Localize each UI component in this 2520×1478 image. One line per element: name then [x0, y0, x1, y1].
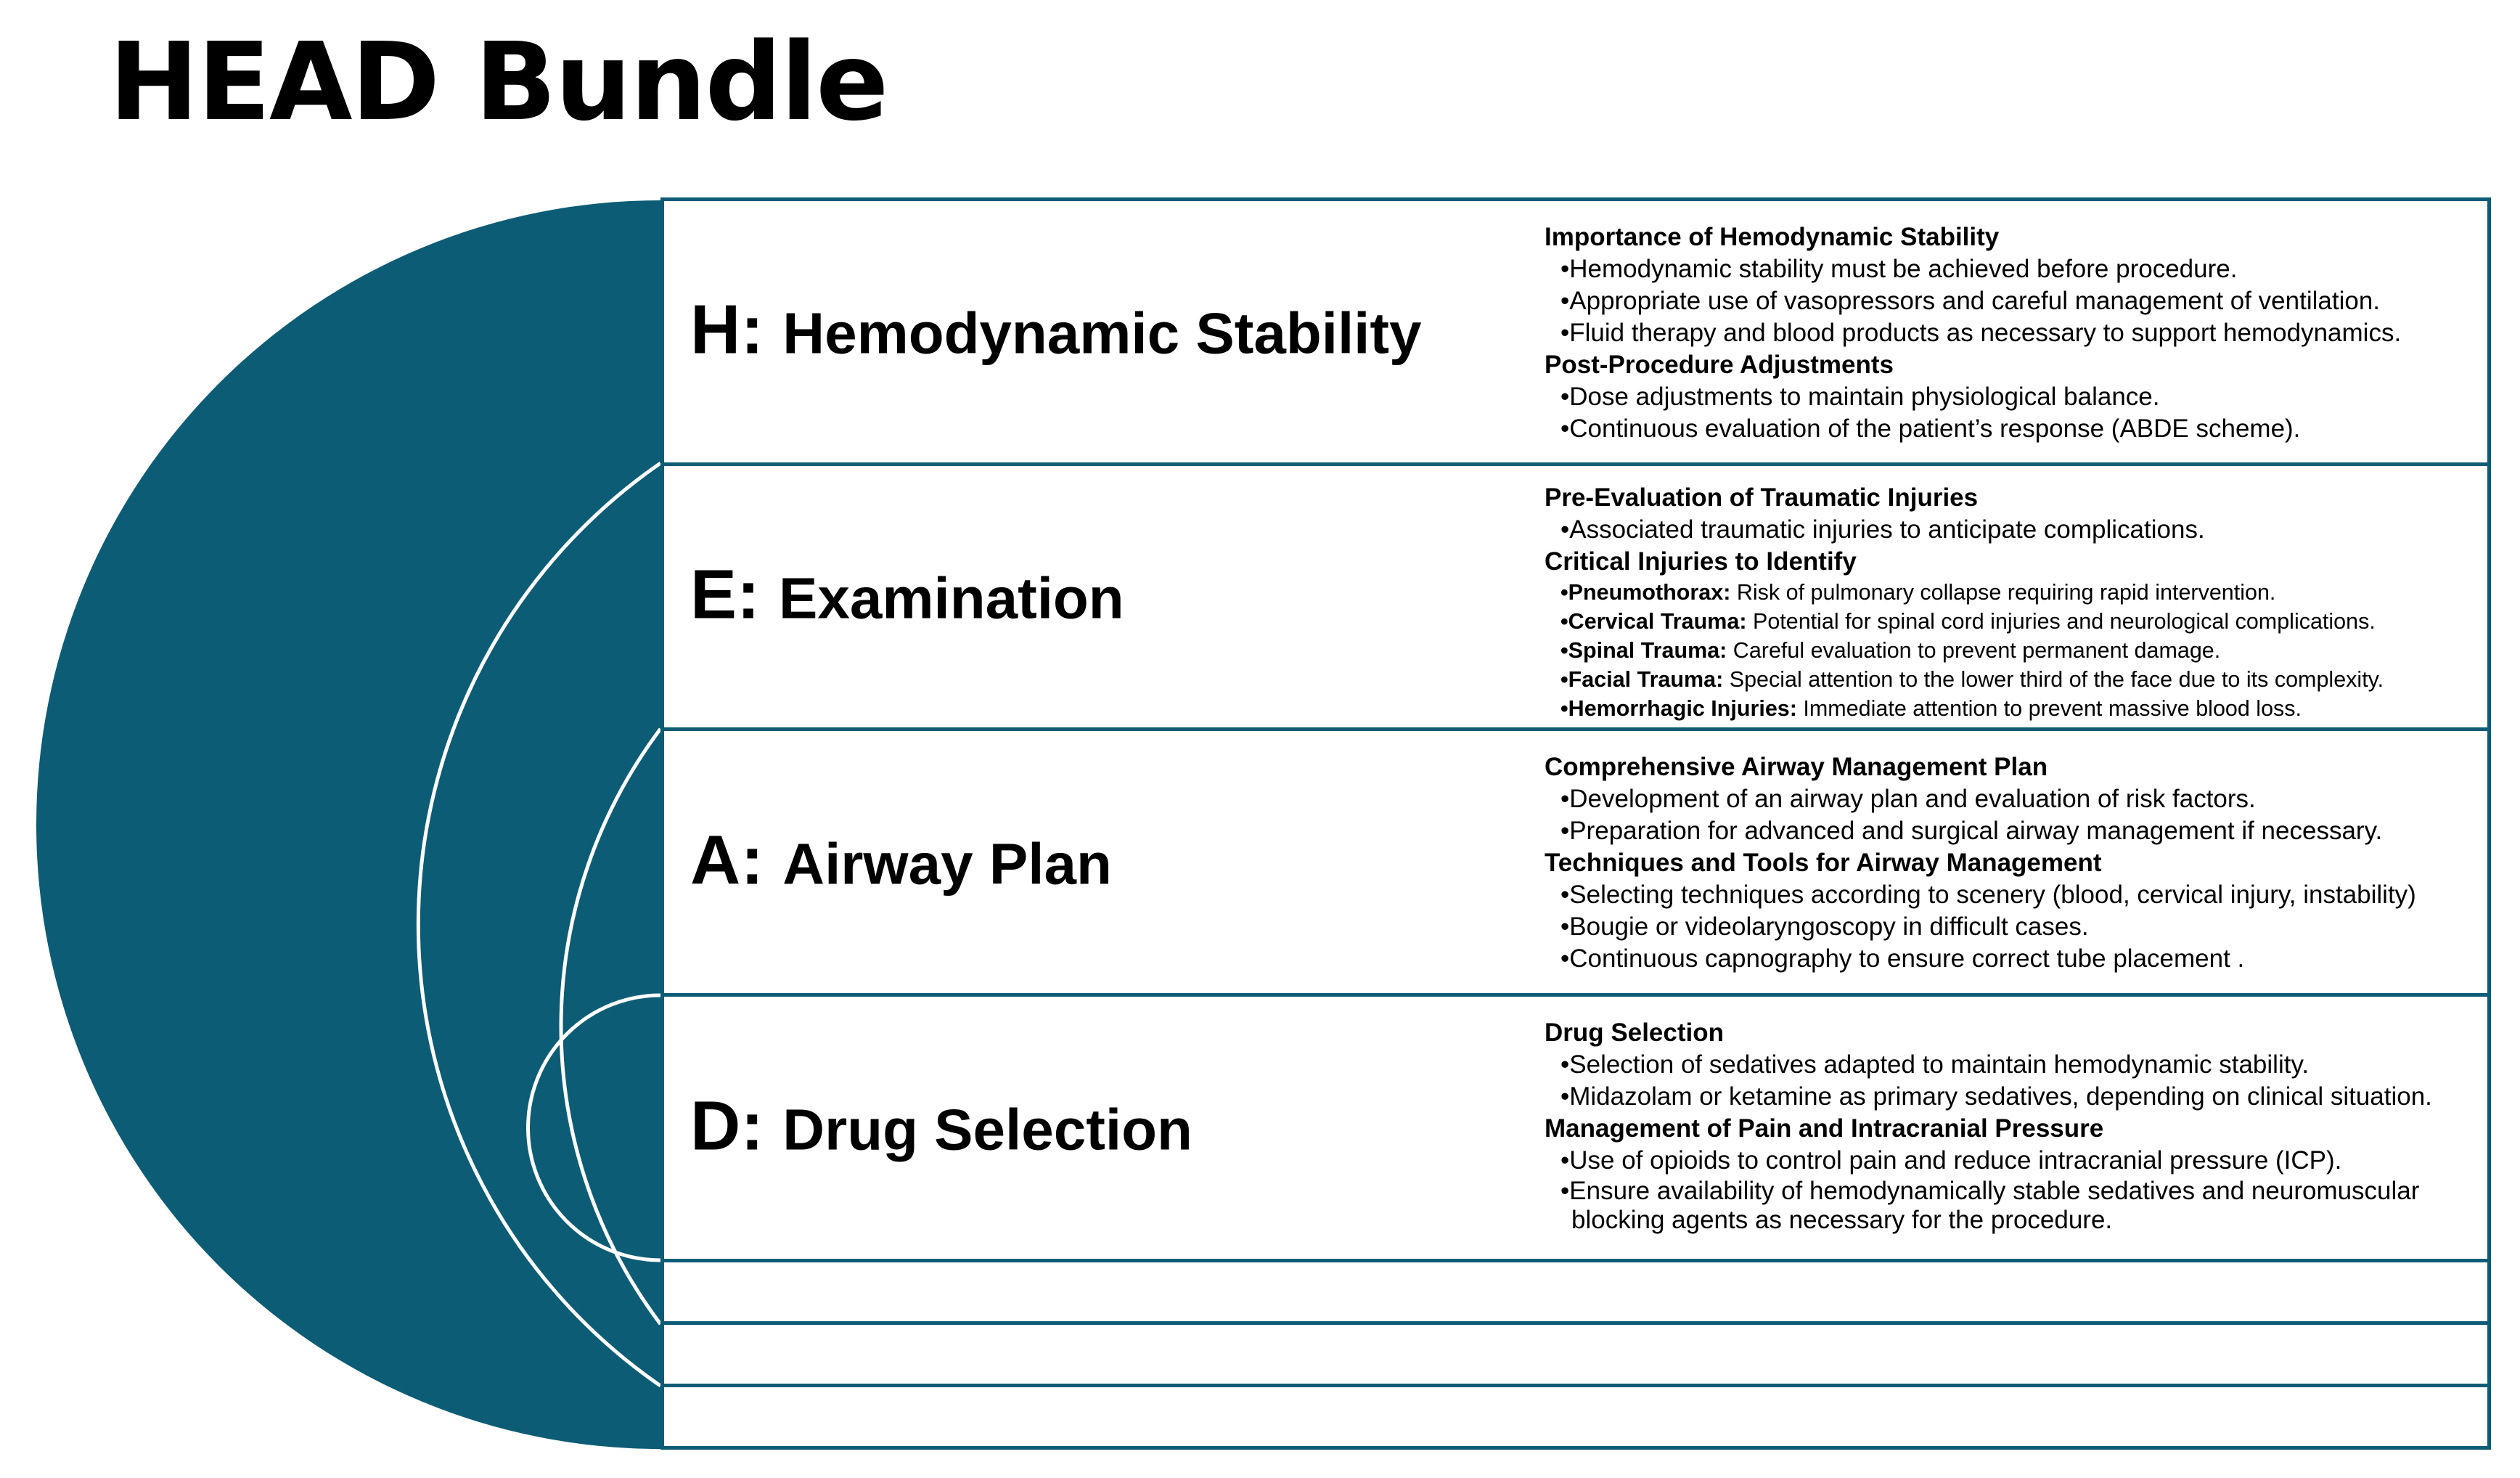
- row-details: [1545, 482, 2481, 723]
- section-heading: Drug Selection: [1545, 1018, 1724, 1047]
- row-title-text: Drug Selection: [782, 1097, 1192, 1161]
- row-details: [1545, 751, 2481, 975]
- section-heading: Post-Procedure Adjustments: [1545, 351, 1894, 379]
- bullet-item: [1545, 665, 2481, 694]
- row-title-airway-plan: [690, 821, 1112, 900]
- row-title-hemodynamic-stability: [690, 290, 1422, 370]
- bullet-text: Immediate attention to prevent massive blood loss.: [1796, 696, 2302, 721]
- bullet-item: •Associated traumatic injuries to anticipate complications.: [1560, 515, 2205, 544]
- page-title: HEAD Bundle: [109, 20, 888, 144]
- bullet-text: Special attention to the lower third of the face due to its complexity.: [1723, 667, 2384, 692]
- bullet-item: •Midazolam or ketamine as primary sedatives, depending on clinical situation.: [1560, 1082, 2432, 1111]
- row-details: [1545, 1017, 2481, 1235]
- bullet-text: Careful evaluation to prevent permanent damage.: [1727, 638, 2221, 663]
- row-panel-hemodynamic-stability: [660, 197, 2491, 466]
- row-letter: A:: [690, 821, 764, 899]
- bullet-item: •Appropriate use of vasopressors and careful management of ventilation.: [1560, 287, 2381, 315]
- bullet-item: [1545, 636, 2481, 665]
- bullet-text: Risk of pulmonary collapse requiring rapid intervention.: [1730, 580, 2276, 605]
- row-letter: H:: [690, 290, 764, 369]
- empty-strip-3: [660, 1384, 2491, 1450]
- row-title-text: Hemodynamic Stability: [782, 301, 1422, 366]
- bullet-item: •Fluid therapy and blood products as necessary to support hemodynamics.: [1560, 319, 2402, 347]
- bullet-text: Potential for spinal cord injuries and neurological complications.: [1746, 609, 2376, 634]
- bullet-item: [1545, 578, 2481, 607]
- bullet-term: •Hemorrhagic Injuries:: [1560, 696, 1797, 721]
- bullet-item: •Continuous evaluation of the patient’s response (ABDE scheme).: [1560, 415, 2301, 443]
- section-heading: Comprehensive Airway Management Plan: [1545, 753, 2048, 781]
- row-panel-airway-plan: [660, 727, 2491, 997]
- row-title-text: Examination: [779, 566, 1124, 631]
- row-panel-drug-selection: [660, 993, 2491, 1262]
- outer-teal-half-disc: [36, 200, 660, 1449]
- bullet-item: [1545, 607, 2481, 636]
- bullet-item: •Use of opioids to control pain and reduce intracranial pressure (ICP).: [1560, 1146, 2342, 1175]
- bullet-item: •Selection of sedatives adapted to maintain hemodynamic stability.: [1560, 1050, 2310, 1079]
- row-letter: E:: [690, 555, 760, 634]
- bullet-item: •Bougie or videolaryngoscopy in difficult cases.: [1560, 912, 2089, 941]
- section-heading: Critical Injuries to Identify: [1545, 547, 1857, 576]
- empty-strip-2: [660, 1321, 2491, 1387]
- section-heading: Management of Pain and Intracranial Pressure: [1545, 1114, 2104, 1143]
- bullet-item: •Dose adjustments to maintain physiological balance.: [1560, 383, 2160, 411]
- empty-strip-1: [660, 1259, 2491, 1325]
- section-heading: Importance of Hemodynamic Stability: [1545, 223, 2000, 251]
- bullet-item: •Preparation for advanced and surgical airway management if necessary.: [1560, 817, 2383, 845]
- bullet-item: •Hemodynamic stability must be achieved before procedure.: [1560, 255, 2238, 283]
- row-title-text: Airway Plan: [782, 831, 1112, 896]
- row-title-examination: [690, 555, 1124, 635]
- bullet-term: •Pneumothorax:: [1560, 580, 1731, 605]
- row-letter: D:: [690, 1087, 764, 1164]
- bullet-term: •Facial Trauma:: [1560, 667, 1724, 692]
- row-title-drug-selection: [690, 1087, 1192, 1166]
- row-details: [1545, 221, 2481, 445]
- bullet-item: [1545, 694, 2481, 723]
- section-heading: Pre-Evaluation of Traumatic Injuries: [1545, 483, 1979, 512]
- bullet-item: •Selecting techniques according to scenery (blood, cervical injury, instability): [1560, 881, 2416, 909]
- bullet-item: •Ensure availability of hemodynamically stable sedatives and neuromuscular blocking agents as necessary for the procedure.: [1560, 1177, 2420, 1234]
- bullet-item: •Development of an airway plan and evaluation of risk factors.: [1560, 785, 2256, 813]
- bullet-item: •Continuous capnography to ensure correct tube placement .: [1560, 944, 2245, 973]
- bullet-term: •Cervical Trauma:: [1560, 609, 1747, 634]
- section-heading: Techniques and Tools for Airway Management: [1545, 849, 2102, 877]
- row-panel-examination: [660, 462, 2491, 731]
- bullet-term: •Spinal Trauma:: [1560, 638, 1727, 663]
